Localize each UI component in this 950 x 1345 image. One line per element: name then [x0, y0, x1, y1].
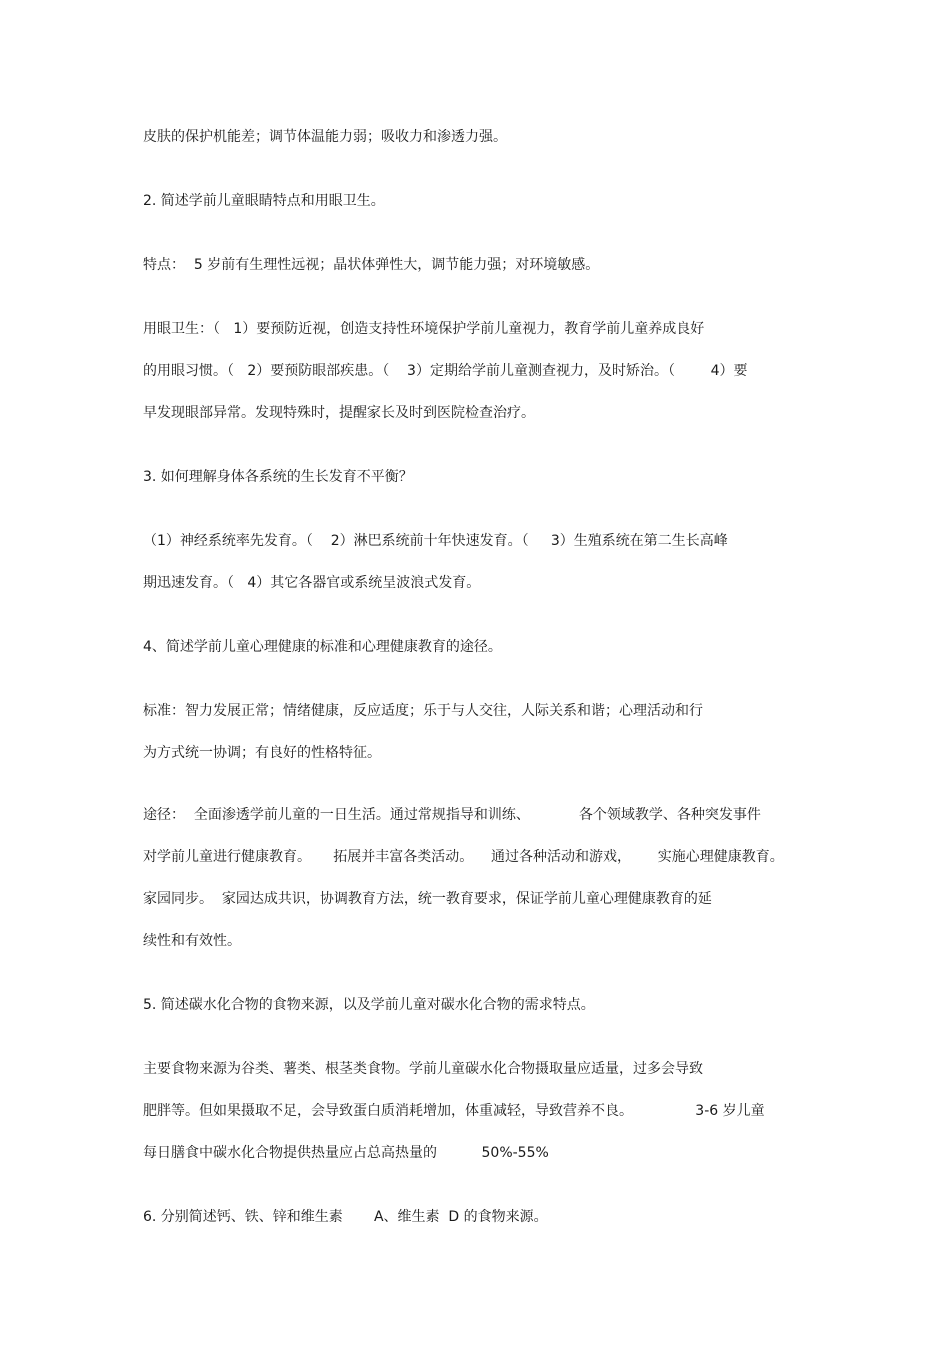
text-line: 续性和有效性。 — [143, 933, 241, 949]
text-line: 早发现眼部异常。发现特殊时，提醒家长及时到医院检查治疗。 — [143, 405, 535, 421]
text-line: 对学前儿童进行健康教育。 拓展并丰富各类活动。 通过各种活动和游戏， 实施心理健康教育。 — [143, 849, 784, 865]
text-line: 用眼卫生：（ 1）要预防近视，创造支持性环境保护学前儿童视力，教育学前儿童养成良好 — [143, 321, 705, 337]
text-line: 主要食物来源为谷类、薯类、根茎类食物。学前儿童碳水化合物摄取量应适量，过多会导致 — [143, 1061, 703, 1077]
question-heading: 5. 简述碳水化合物的食物来源，以及学前儿童对碳水化合物的需求特点。 — [143, 997, 595, 1013]
text-line: 标准：智力发展正常；情绪健康，反应适度；乐于与人交往，人际关系和谐；心理活动和行 — [143, 703, 703, 719]
text-line: 皮肤的保护机能差；调节体温能力弱；吸收力和渗透力强。 — [143, 129, 507, 145]
text-line: 为方式统一协调；有良好的性格特征。 — [143, 745, 381, 761]
text-line: 家园同步。 家园达成共识，协调教育方法，统一教育要求，保证学前儿童心理健康教育的延 — [143, 891, 712, 907]
question-heading: 4、简述学前儿童心理健康的标准和心理健康教育的途径。 — [143, 639, 502, 655]
text-line: （1）神经系统率先发育。（ 2）淋巴系统前十年快速发育。（ 3）生殖系统在第二生长高峰 — [143, 533, 728, 549]
text-line: 特点： 5 岁前有生理性远视；晶状体弹性大，调节能力强；对环境敏感。 — [143, 257, 600, 273]
text-line: 途径： 全面渗透学前儿童的一日生活。通过常规指导和训练、 各个领域教学、各种突发事件 — [143, 807, 761, 823]
question-heading: 3. 如何理解身体各系统的生长发育不平衡？ — [143, 469, 413, 485]
text-line: 每日膳食中碳水化合物提供热量应占总高热量的 50%-55% — [143, 1145, 549, 1161]
text-line: 肥胖等。但如果摄取不足，会导致蛋白质消耗增加，体重减轻，导致营养不良。 3-6 岁儿童 — [143, 1103, 765, 1119]
question-heading: 6. 分别简述钙、铁、锌和维生素 A、维生素 D 的食物来源。 — [143, 1209, 548, 1225]
text-line: 的用眼习惯。（ 2）要预防眼部疾患。（ 3）定期给学前儿童测查视力，及时矫治。（ 4）要 — [143, 363, 748, 379]
text-line: 期迅速发育。（ 4）其它各器官或系统呈波浪式发育。 — [143, 575, 481, 591]
question-heading: 2. 简述学前儿童眼睛特点和用眼卫生。 — [143, 193, 385, 209]
